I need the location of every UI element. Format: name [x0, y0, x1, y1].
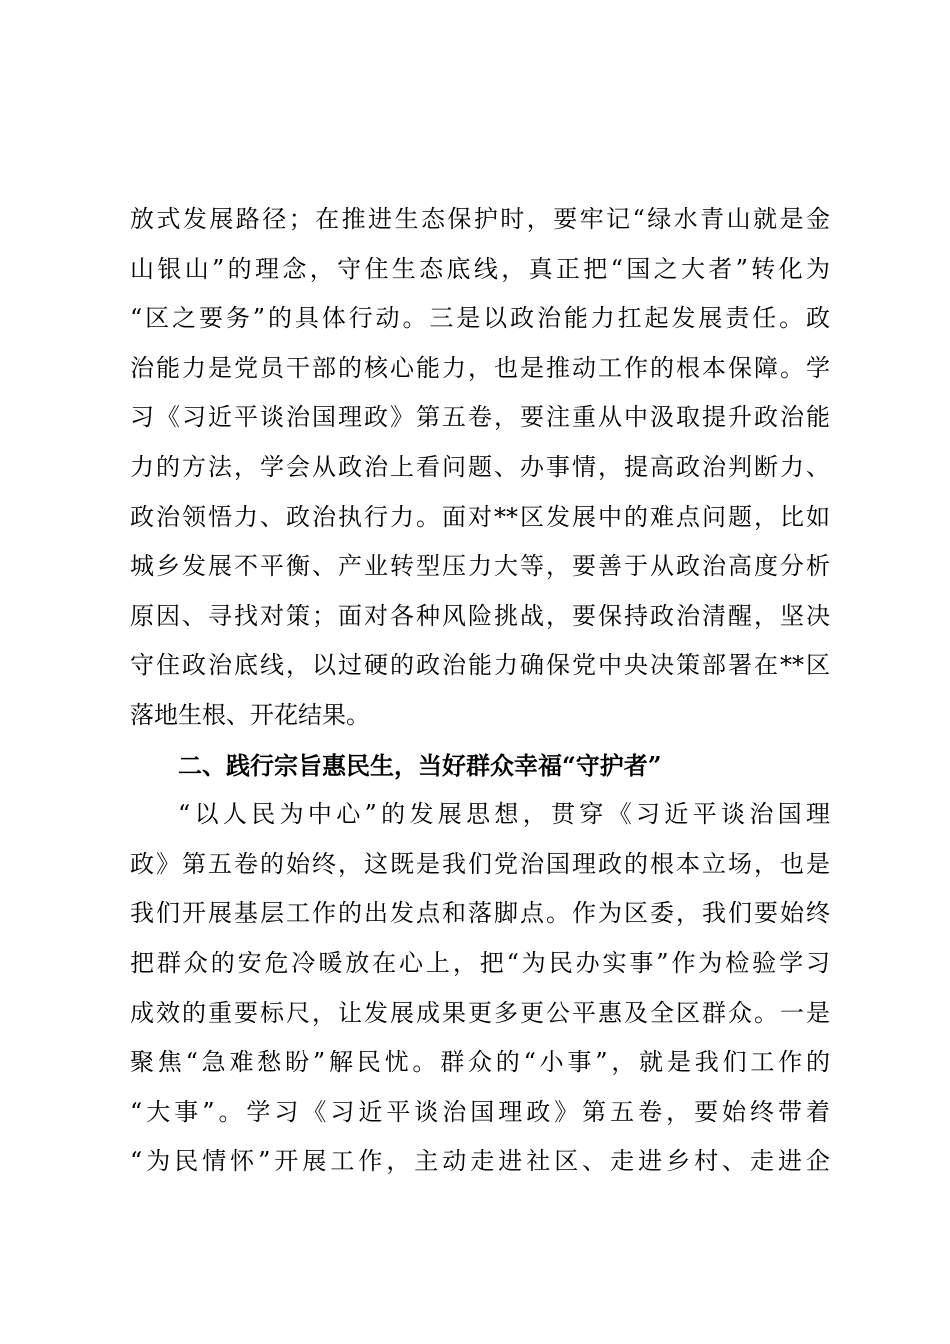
text-line: 政》第五卷的始终，这既是我们党治国理政的根本立场，也是: [130, 849, 830, 878]
paragraph-end-line: 落地生根、开花结果。: [130, 700, 370, 729]
paragraph-first-line: “以人民为中心”的发展思想，贯穿《习近平谈治国理: [178, 800, 830, 829]
text-line: 城乡发展不平衡、产业转型压力大等，要善于从政治高度分析: [130, 552, 830, 581]
text-line: “区之要务”的具体行动。三是以政治能力扛起发展责任。政: [130, 304, 830, 333]
text-line: 放式发展路径；在推进生态保护时，要牢记“绿水青山就是金: [130, 205, 830, 233]
text-line: “大事”。学习《习近平谈治国理政》第五卷，要始终带着: [130, 1097, 830, 1126]
text-line: 守住政治底线，以过硬的政治能力确保党中央决策部署在**区: [130, 651, 830, 680]
text-line: “为民情怀”开展工作，主动走进社区、走进乡村、走进企: [130, 1147, 830, 1176]
text-line: 原因、寻找对策；面对各种风险挑战，要保持政治清醒，坚决: [130, 601, 830, 630]
text-line: 我们开展基层工作的出发点和落脚点。作为区委，我们要始终: [130, 899, 830, 928]
section-heading: 二、践行宗旨惠民生，当好群众幸福“守护者”: [178, 750, 662, 780]
text-line: 聚焦“急难愁盼”解民忧。群众的“小事”，就是我们工作的: [130, 1048, 830, 1077]
document-body: [130, 195, 830, 1187]
text-line: 力的方法，学会从政治上看问题、办事情，提高政治判断力、: [130, 452, 830, 481]
text-line: 治能力是党员干部的核心能力，也是推动工作的根本保障。学: [130, 353, 830, 382]
text-line: 成效的重要标尺，让发展成果更多更公平惠及全区群众。一是: [130, 998, 830, 1027]
text-line: 习《习近平谈治国理政》第五卷，要注重从中汲取提升政治能: [130, 403, 830, 432]
text-line: 山银山”的理念，守住生态底线，真正把“国之大者”转化为: [130, 254, 830, 283]
text-line: 政治领悟力、政治执行力。面对**区发展中的难点问题，比如: [130, 502, 830, 531]
text-line: 把群众的安危冷暖放在心上，把“为民办实事”作为检验学习: [130, 948, 830, 977]
